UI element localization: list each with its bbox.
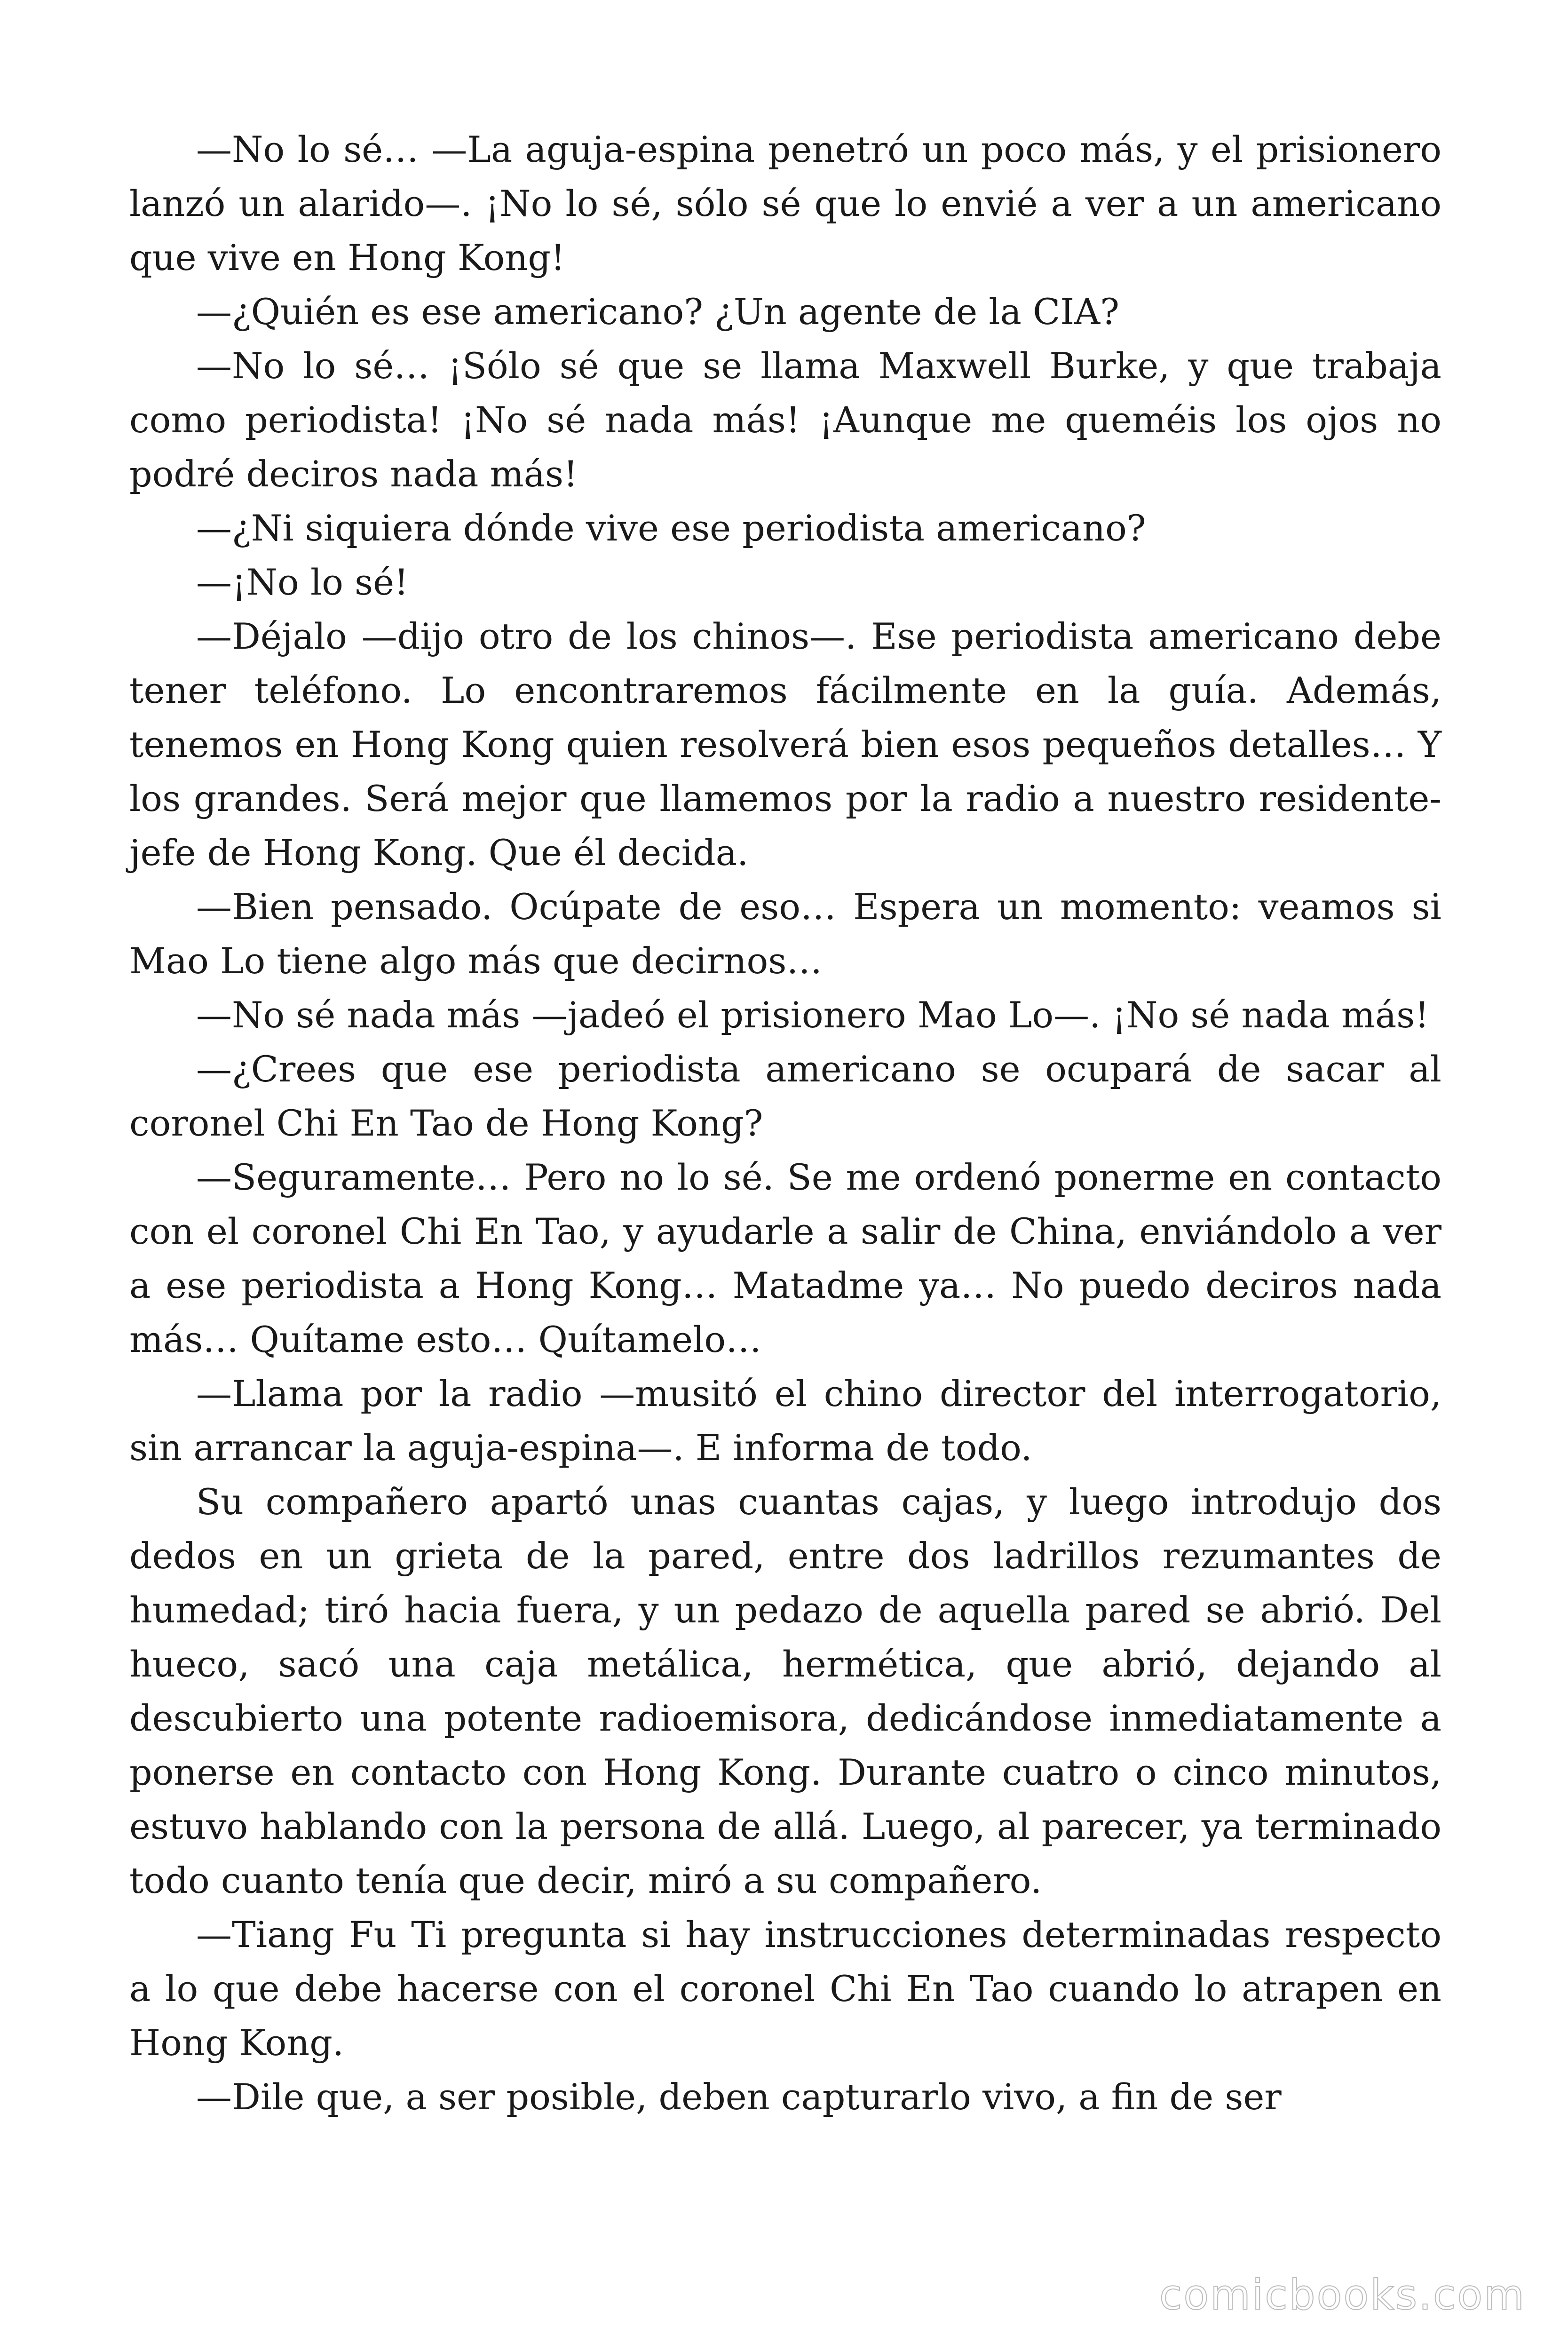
paragraph: —¿Quién es ese americano? ¿Un agente de la CIA?	[196, 291, 1119, 333]
paragraph: —¡No lo sé!	[196, 561, 409, 603]
paragraph: Su compañero apartó unas cuantas cajas, y luego introdujo dos dedos en un grieta de la pared, entre dos ladrillos rezumantes de humedad; tiró hacia fuera, y un pedazo de aquella pared se abrió. Del hueco, sacó una caja metálica, hermética, que abrió, dejando al descubierto una potente radioemisora, dedicándose inmediatamente a ponerse en contacto con Hong Kong. Durante cuatro o cinco minutos, estuvo hablando con la persona de allá. Luego, al parecer, ya terminado todo cuanto tenía que decir, miró a su compañero.	[129, 1481, 1441, 1901]
paragraph: —Tiang Fu Ti pregunta si hay instrucciones determinadas respecto a lo que debe hacerse con el coronel Chi En Tao cuando lo atrapen en Hong Kong.	[129, 1914, 1441, 2064]
paragraph: —No sé nada más —jadeó el prisionero Mao Lo—. ¡No sé nada más!	[196, 994, 1429, 1036]
page-body	[129, 122, 1441, 2124]
paragraph: —Dile que, a ser posible, deben capturarlo vivo, a fin de ser	[196, 2076, 1282, 2118]
paragraph: —Déjalo —dijo otro de los chinos—. Ese periodista americano debe tener teléfono. Lo encontraremos fácilmente en la guía. Además, tenemos en Hong Kong quien resolverá bien esos pequeños detalles… Y los grandes. Será mejor que llamemos por la radio a nuestro residente-jefe de Hong Kong. Que él decida.	[129, 615, 1441, 874]
paragraph: —Bien pensado. Ocúpate de eso… Espera un momento: veamos si Mao Lo tiene algo más que decirnos…	[129, 886, 1441, 982]
paragraph: —No lo sé… ¡Sólo sé que se llama Maxwell Burke, y que trabaja como periodista! ¡No sé nada más! ¡Aunque me queméis los ojos no podré deciros nada más!	[129, 345, 1441, 495]
watermark: comicbooks.com	[1159, 2271, 1526, 2319]
paragraph: —¿Crees que ese periodista americano se ocupará de sacar al coronel Chi En Tao de Hong Kong?	[129, 1048, 1441, 1144]
paragraph: —Llama por la radio —musitó el chino director del interrogatorio, sin arrancar la aguja-espina—. E informa de todo.	[129, 1373, 1441, 1469]
paragraph: —¿Ni siquiera dónde vive ese periodista americano?	[196, 507, 1146, 549]
paragraph: —No lo sé… —La aguja-espina penetró un poco más, y el prisionero lanzó un alarido—. ¡No lo sé, sólo sé que lo envié a ver a un americano que vive en Hong Kong!	[129, 128, 1441, 278]
paragraph: —Seguramente… Pero no lo sé. Se me ordenó ponerme en contacto con el coronel Chi En Tao, y ayudarle a salir de China, enviándolo a ver a ese periodista a Hong Kong… Matadme ya… No puedo deciros nada más… Quítame esto… Quítamelo…	[129, 1156, 1441, 1360]
